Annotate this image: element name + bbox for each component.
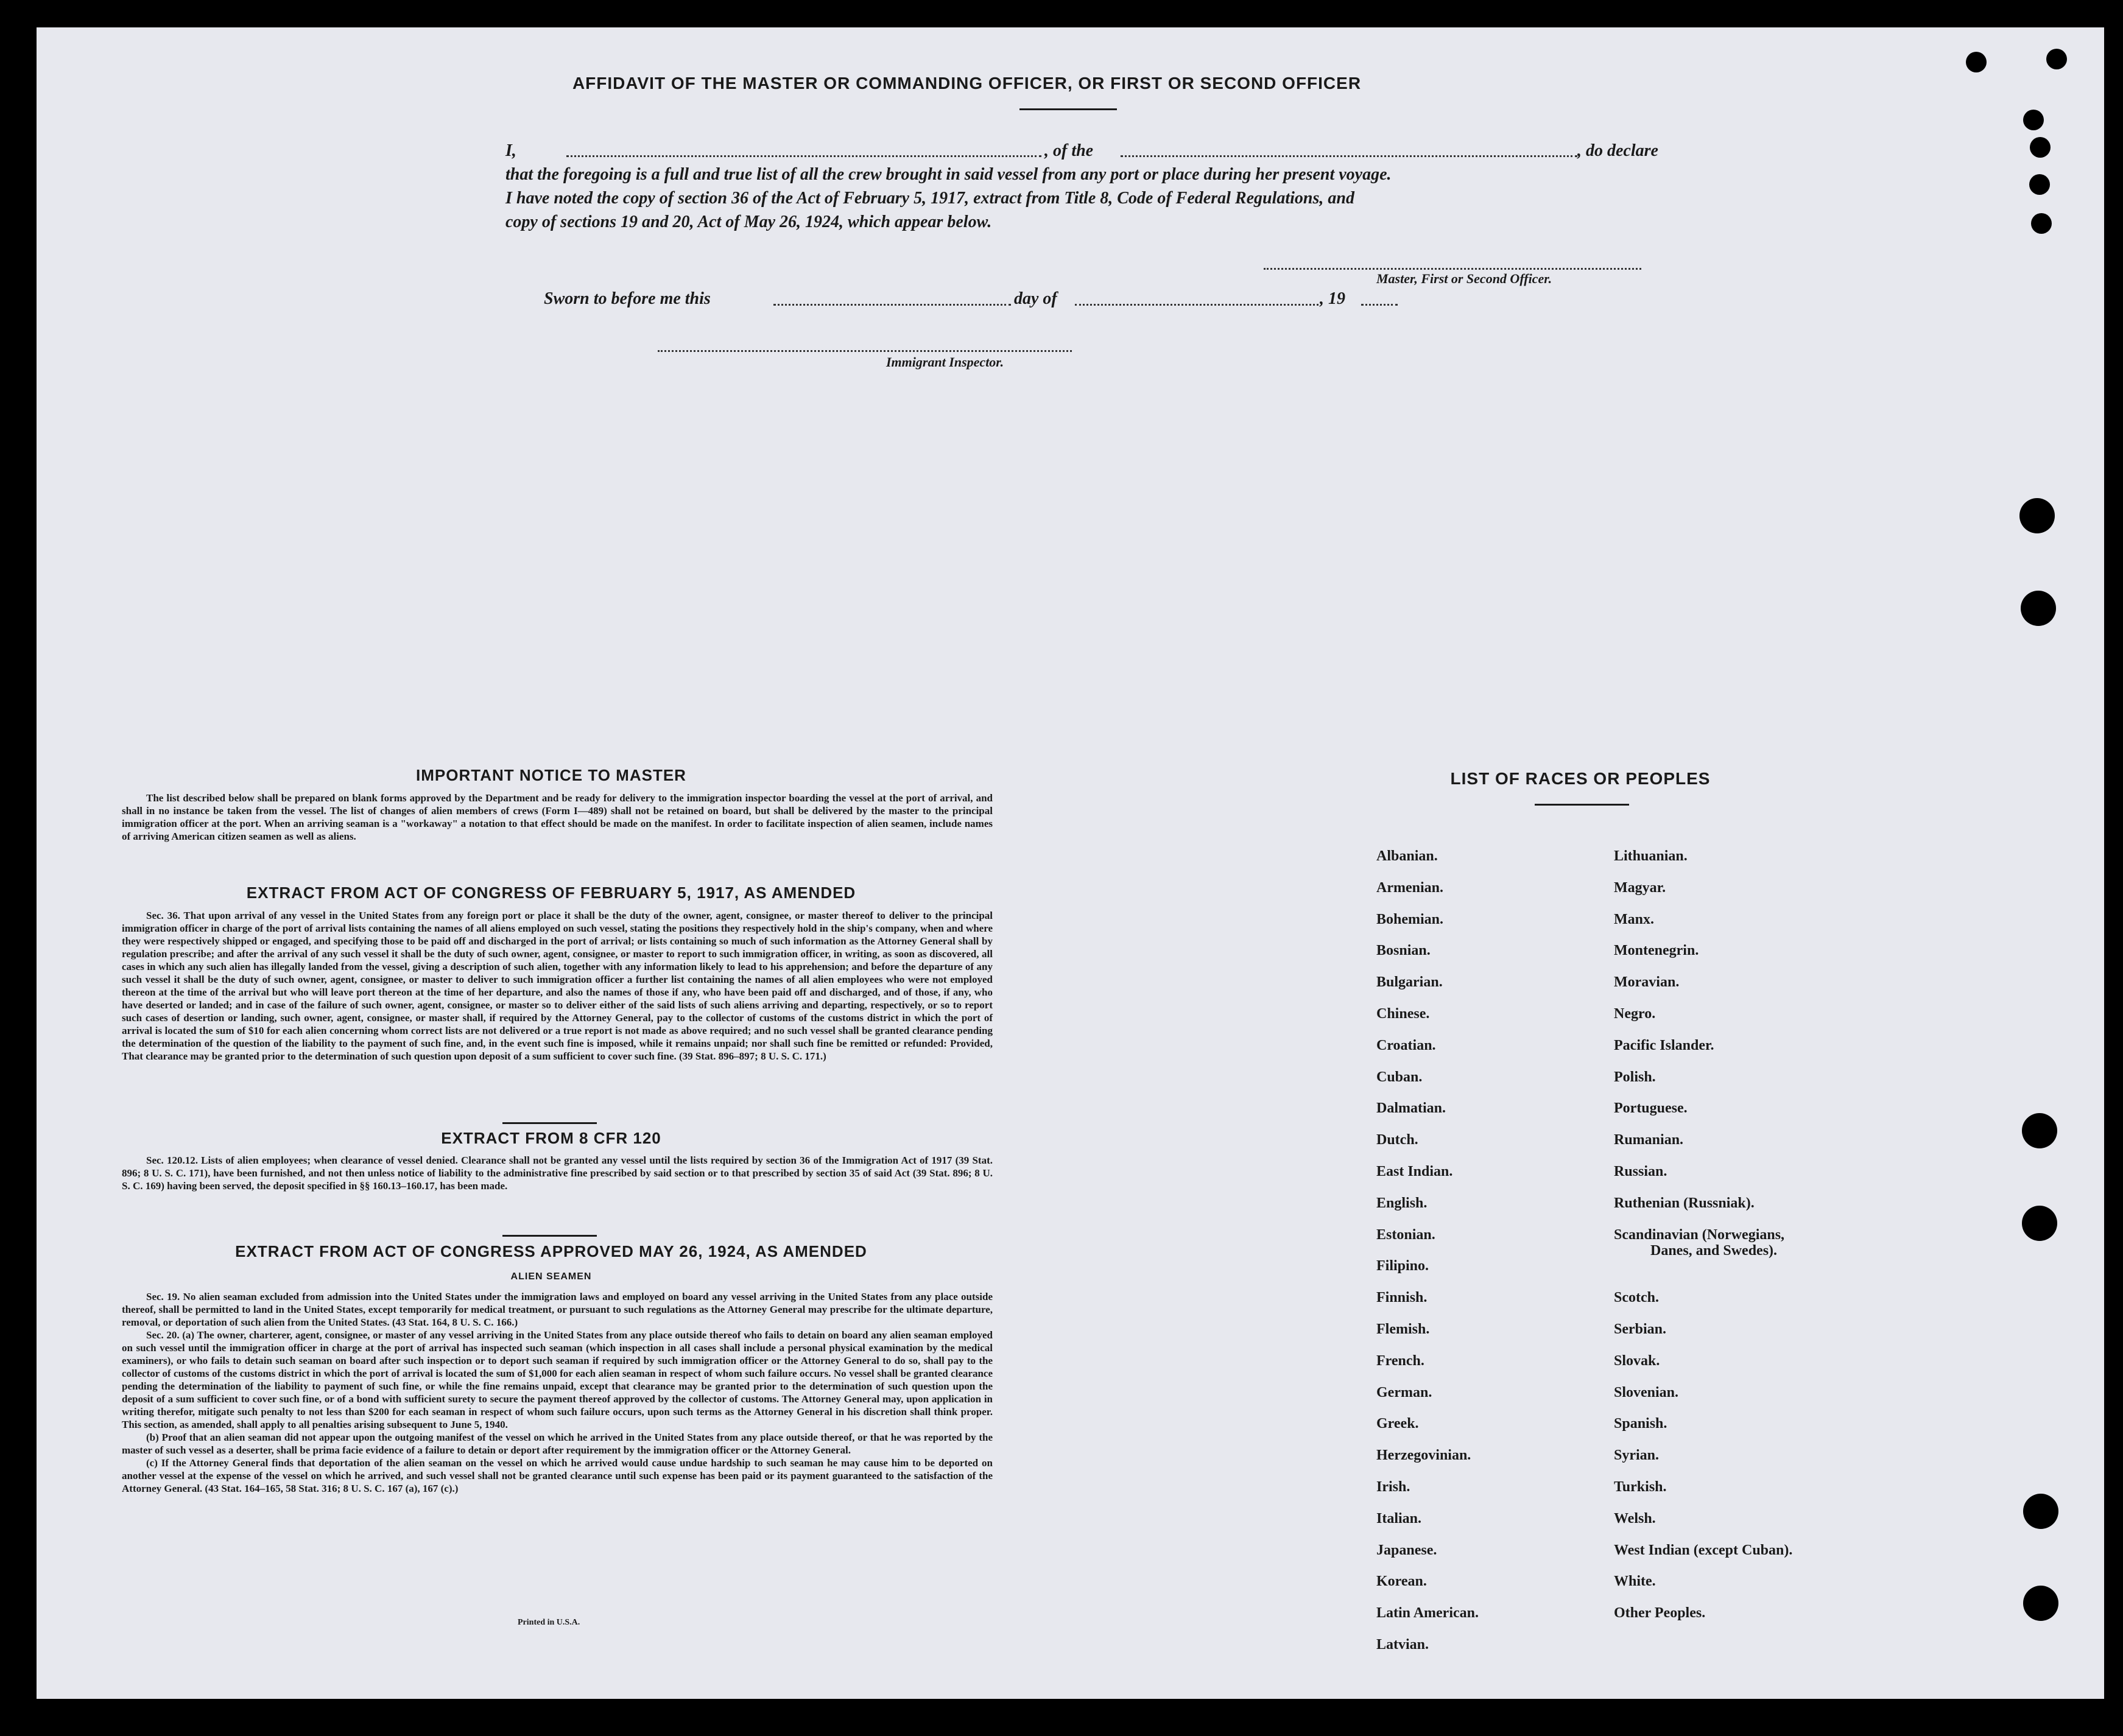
sworn-month-field[interactable] bbox=[1075, 304, 1319, 306]
master-signature-label: Master, First or Second Officer. bbox=[1376, 271, 1552, 286]
race-item: Spanish. bbox=[1614, 1416, 1667, 1432]
document-page bbox=[37, 27, 2104, 1699]
race-item: French. bbox=[1376, 1352, 1424, 1369]
race-item: Ruthenian (Russniak). bbox=[1614, 1195, 1755, 1211]
section-20b: (b) Proof that an alien seaman did not appear upon the outgoing manifest of the vessel on which he arrived in the United States from any place outside thereof, or that he was reported by the master of such vessel as a deserter, shall be prima facie evidence of a failure to detain or deport after requirement by the immigration officer or the Attorney General. bbox=[122, 1432, 993, 1456]
notice-title: IMPORTANT NOTICE TO MASTER bbox=[416, 766, 686, 784]
race-item: Italian. bbox=[1376, 1510, 1422, 1527]
extract-1917-title: EXTRACT FROM ACT OF CONGRESS OF FEBRUARY 5, 1917, AS AMENDED bbox=[246, 884, 856, 902]
punch-hole bbox=[2023, 1586, 2058, 1621]
race-item: Negro. bbox=[1614, 1006, 1656, 1022]
punch-hole bbox=[2023, 110, 2044, 130]
race-item: Croatian. bbox=[1376, 1037, 1436, 1053]
section-rule bbox=[502, 1122, 597, 1124]
race-item: Portuguese. bbox=[1614, 1100, 1688, 1117]
race-item: Cuban. bbox=[1376, 1069, 1423, 1085]
section-20a: Sec. 20. (a) The owner, charterer, agent, consignee, or master of any vessel arriving in the United States from any place outside thereof who fails to detain on board any alien seaman employed on such vessel until the immigration officer in charge at the port of arrival has inspected such seaman (which inspection in all cases shall include a personal physical examination by the medical examiners), or who fails to detain such seaman on board after such inspection or to deport such seaman if required by such immigration officer or the Attorney General to do so, shall pay to the collector of customs of the customs district in which the port of arrival is located the sum of $1,000 for each alien seaman in respect of whom such failure occurs. No vessel shall be granted clearance pending the determination of the liability to payment of such fine, or while the fine remains unpaid, except that clearance may be granted prior to the determination of such question upon the deposit of a sum sufficient to cover such fine, or of a bond with sufficient surety to secure the payment thereof approved by the collector of customs. The Attorney General may, upon application in writing therefor, mitigate such penalty to not less than $200 for each seaman in respect of whom such failure occurs, upon such terms as the Attorney General in his discretion shall think proper. This section, as amended, shall apply to all penalties arising subsequent to June 5, 1940. bbox=[122, 1329, 993, 1430]
day-of-label: day of bbox=[1014, 289, 1057, 308]
race-item: Herzegovinian. bbox=[1376, 1447, 1471, 1464]
race-item: Slovak. bbox=[1614, 1352, 1660, 1369]
punch-hole bbox=[2046, 49, 2067, 69]
race-item: Estonian. bbox=[1376, 1226, 1435, 1243]
inspector-signature-field[interactable] bbox=[658, 350, 1072, 352]
title-rule bbox=[1019, 108, 1117, 110]
extract-1924-body bbox=[122, 1290, 993, 1495]
race-item: Bosnian. bbox=[1376, 943, 1431, 959]
extract-1924-title: EXTRACT FROM ACT OF CONGRESS APPROVED MAY 26, 1924, AS AMENDED bbox=[235, 1242, 867, 1260]
race-item: East Indian. bbox=[1376, 1164, 1453, 1179]
race-item: Chinese. bbox=[1376, 1006, 1430, 1022]
extract-cfr-body: Sec. 120.12. Lists of alien employees; when clearance of vessel denied. Clearance shall not be granted any vessel until the lists required by section 36 of the Immigration Act of 1917 (39 Stat. 896; 8 U. S. C. 171), have been furnished, and not then unless notice of liability to the administrative fine prescribed by said section or to that prescribed by section 35 of said Act (39 Stat. 896; 8 U. S. C. 169) having been served, the deposit specified in §§ 160.13–160.17, has been made. bbox=[122, 1154, 993, 1192]
printed-in-usa: Printed in U.S.A. bbox=[518, 1618, 580, 1627]
year-label: , 19 bbox=[1320, 289, 1345, 308]
race-item: Syrian. bbox=[1614, 1447, 1660, 1464]
notice-body: The list described below shall be prepared on blank forms approved by the Department and be ready for delivery to the immigration inspector boarding the vessel at the port of arrival, and shall in no instance be taken from the vessel. The list of changes of alien members of crews (Form I—489) shall not be retained on board, but shall be delivered by the master to the principal immigration officer at the port. When an arriving seaman is a "workaway" a notation to that effect should be made on the manifest. In order to facilitate inspection of alien seamen, include names of arriving American citizen seamen as well as aliens. bbox=[122, 792, 993, 842]
race-item: Turkish. bbox=[1614, 1478, 1667, 1495]
race-item: Welsh. bbox=[1614, 1510, 1656, 1527]
inspector-signature-label: Immigrant Inspector. bbox=[886, 354, 1004, 370]
race-item: Albanian. bbox=[1376, 848, 1438, 864]
punch-hole bbox=[2022, 1113, 2057, 1148]
race-item: Other Peoples. bbox=[1614, 1605, 1706, 1622]
race-item: Lithuanian. bbox=[1614, 848, 1688, 864]
race-item: Greek. bbox=[1376, 1416, 1419, 1432]
race-item: Armenian. bbox=[1376, 879, 1443, 896]
race-item: Bohemian. bbox=[1376, 911, 1444, 927]
race-item: Moravian. bbox=[1614, 974, 1680, 991]
affidavit-line-3: I have noted the copy of section 36 of the Act of February 5, 1917, extract from Title 8, Code of Federal Regulations, and bbox=[505, 189, 1354, 208]
alien-seamen-subtitle: ALIEN SEAMEN bbox=[510, 1271, 592, 1282]
race-item: Scandinavian (Norwegians, bbox=[1614, 1226, 1785, 1243]
punch-hole bbox=[2023, 1494, 2058, 1529]
affidavit-title: AFFIDAVIT OF THE MASTER OR COMMANDING OFFICER, OR FIRST OR SECOND OFFICER bbox=[572, 74, 1362, 93]
race-item: White. bbox=[1614, 1573, 1656, 1590]
do-declare-label: , do declare bbox=[1577, 141, 1658, 160]
race-item: Slovenian. bbox=[1614, 1384, 1679, 1400]
punch-hole bbox=[2031, 213, 2052, 234]
race-item: Scotch. bbox=[1614, 1290, 1659, 1306]
race-item: Irish. bbox=[1376, 1479, 1410, 1495]
section-19: Sec. 19. No alien seaman excluded from admission into the United States under the immigration laws and employed on board any vessel arriving in the United States from any place outside thereof, shall be permitted to land in the United States, except temporarily for medical treatment, or pursuant to such regulations as the Attorney General may prescribe for the ultimate departure, removal, or deportation of such alien from the United States. (43 Stat. 164, 8 U. S. C. 166.) bbox=[122, 1291, 993, 1328]
race-item: Pacific Islander. bbox=[1614, 1037, 1714, 1053]
race-item: Japanese. bbox=[1376, 1542, 1437, 1558]
race-item: Korean. bbox=[1376, 1573, 1427, 1590]
race-item: English. bbox=[1376, 1195, 1428, 1211]
race-item: Rumanian. bbox=[1614, 1132, 1684, 1148]
sworn-year-field[interactable] bbox=[1361, 304, 1398, 306]
punch-hole bbox=[2030, 137, 2051, 158]
master-signature-field[interactable] bbox=[1264, 268, 1641, 270]
race-item: Dutch. bbox=[1376, 1132, 1418, 1148]
sworn-day-field[interactable] bbox=[773, 304, 1011, 306]
race-item: Finnish. bbox=[1376, 1290, 1428, 1306]
of-the-label: , of the bbox=[1044, 141, 1094, 160]
race-item: Latin American. bbox=[1376, 1605, 1479, 1622]
punch-hole bbox=[2029, 174, 2050, 195]
race-item: Magyar. bbox=[1614, 879, 1666, 896]
affidavit-line-4: copy of sections 19 and 20, Act of May 26, 1924, which appear below. bbox=[505, 213, 992, 231]
race-item: Dalmatian. bbox=[1376, 1100, 1446, 1117]
race-item: Filipino. bbox=[1376, 1258, 1429, 1274]
extract-cfr-title: EXTRACT FROM 8 CFR 120 bbox=[441, 1129, 661, 1147]
race-item: Danes, and Swedes). bbox=[1650, 1242, 1778, 1259]
punch-hole bbox=[1966, 52, 1987, 72]
declarant-label: I, bbox=[505, 141, 516, 160]
race-item: Flemish. bbox=[1376, 1321, 1430, 1337]
punch-hole bbox=[2021, 591, 2056, 626]
races-title: LIST OF RACES OR PEOPLES bbox=[1450, 769, 1711, 788]
sworn-label: Sworn to before me this bbox=[544, 289, 711, 308]
vessel-name-field[interactable] bbox=[1121, 155, 1577, 157]
punch-hole bbox=[2022, 1206, 2057, 1241]
race-item: Polish. bbox=[1614, 1069, 1656, 1085]
race-item: Latvian. bbox=[1376, 1637, 1429, 1653]
race-item: Bulgarian. bbox=[1376, 974, 1443, 991]
affidavit-line-2: that the foregoing is a full and true list of all the crew brought in said vessel from any port or place during her present voyage. bbox=[505, 165, 1392, 184]
declarant-name-field[interactable] bbox=[566, 155, 1041, 157]
race-item: Russian. bbox=[1614, 1164, 1667, 1179]
section-20c: (c) If the Attorney General finds that deportation of the alien seaman on the vessel on which he arrived would cause undue hardship to such seaman he may cause him to be deported on another vessel at the expense of the vessel on which he arrived, and such vessel shall not be granted clearance until such expense has been paid or its payment guaranteed to the satisfaction of the Attorney General. (43 Stat. 164–165, 58 Stat. 316; 8 U. S. C. 167 (a), 167 (c).) bbox=[122, 1457, 993, 1494]
punch-hole bbox=[2019, 498, 2055, 533]
race-item: German. bbox=[1376, 1384, 1432, 1400]
race-item: Montenegrin. bbox=[1614, 943, 1699, 959]
race-item: West Indian (except Cuban). bbox=[1614, 1542, 1793, 1558]
race-item: Manx. bbox=[1614, 911, 1654, 927]
races-rule bbox=[1535, 804, 1629, 806]
section-rule bbox=[502, 1235, 597, 1237]
race-item: Serbian. bbox=[1614, 1321, 1667, 1337]
extract-1917-body: Sec. 36. That upon arrival of any vessel in the United States from any foreign port or place it shall be the duty of the owner, agent, consignee, or master thereof to deliver to the principal immigration officer in charge of the port of arrival lists containing the names of all aliens employed on such vessel, stating the positions they respectively hold in the ship's company, when and where they were respectively shipped or engaged, and specifying those to be paid off and discharged in the port of arrival; or lists containing so much of such information as the Attorney General shall by regulation prescribe; and after the arrival of any such vessel it shall be the duty of such owner, agent, consignee, or master to report to such immigration officer, in writing, as soon as discovered, all cases in which any such alien has illegally landed from the vessel, giving a description of such alien, together with any information likely to lead to his apprehension; and before the departure of any such vessel it shall be the duty of such owner, agent, consignee, or master to deliver to such immigration officer a further list containing the names of all alien employees who were not employed thereon at the time of the arrival but who will leave port thereon at the time of her departure, and also the names of those if any, who have been paid off and discharged, and of those, if any, who have deserted or landed; and in case of the failure of such owner, agent, consignee, or master so to deliver either of the said lists of such aliens arriving and departing, respectively, or so to report such cases of desertion or landing, such owner, agent, consignee, or master shall, if required by the Attorney General, pay to the collector of customs of the customs district in which the port of arrival is located the sum of $10 for each alien concerning whom correct lists are not delivered or a true report is not made as above required; and no such vessel shall be granted clearance pending the determination of the question of the liability to the payment of such fine, and, in the event such fine is imposed, while it remains unpaid; nor shall such fine be remitted or refunded: Provided, That clearance may be granted prior to the determination of such question upon deposit of a sum sufficient to cover such fine. (39 Stat. 896–897; 8 U. S. C. 171.) bbox=[122, 910, 993, 1062]
